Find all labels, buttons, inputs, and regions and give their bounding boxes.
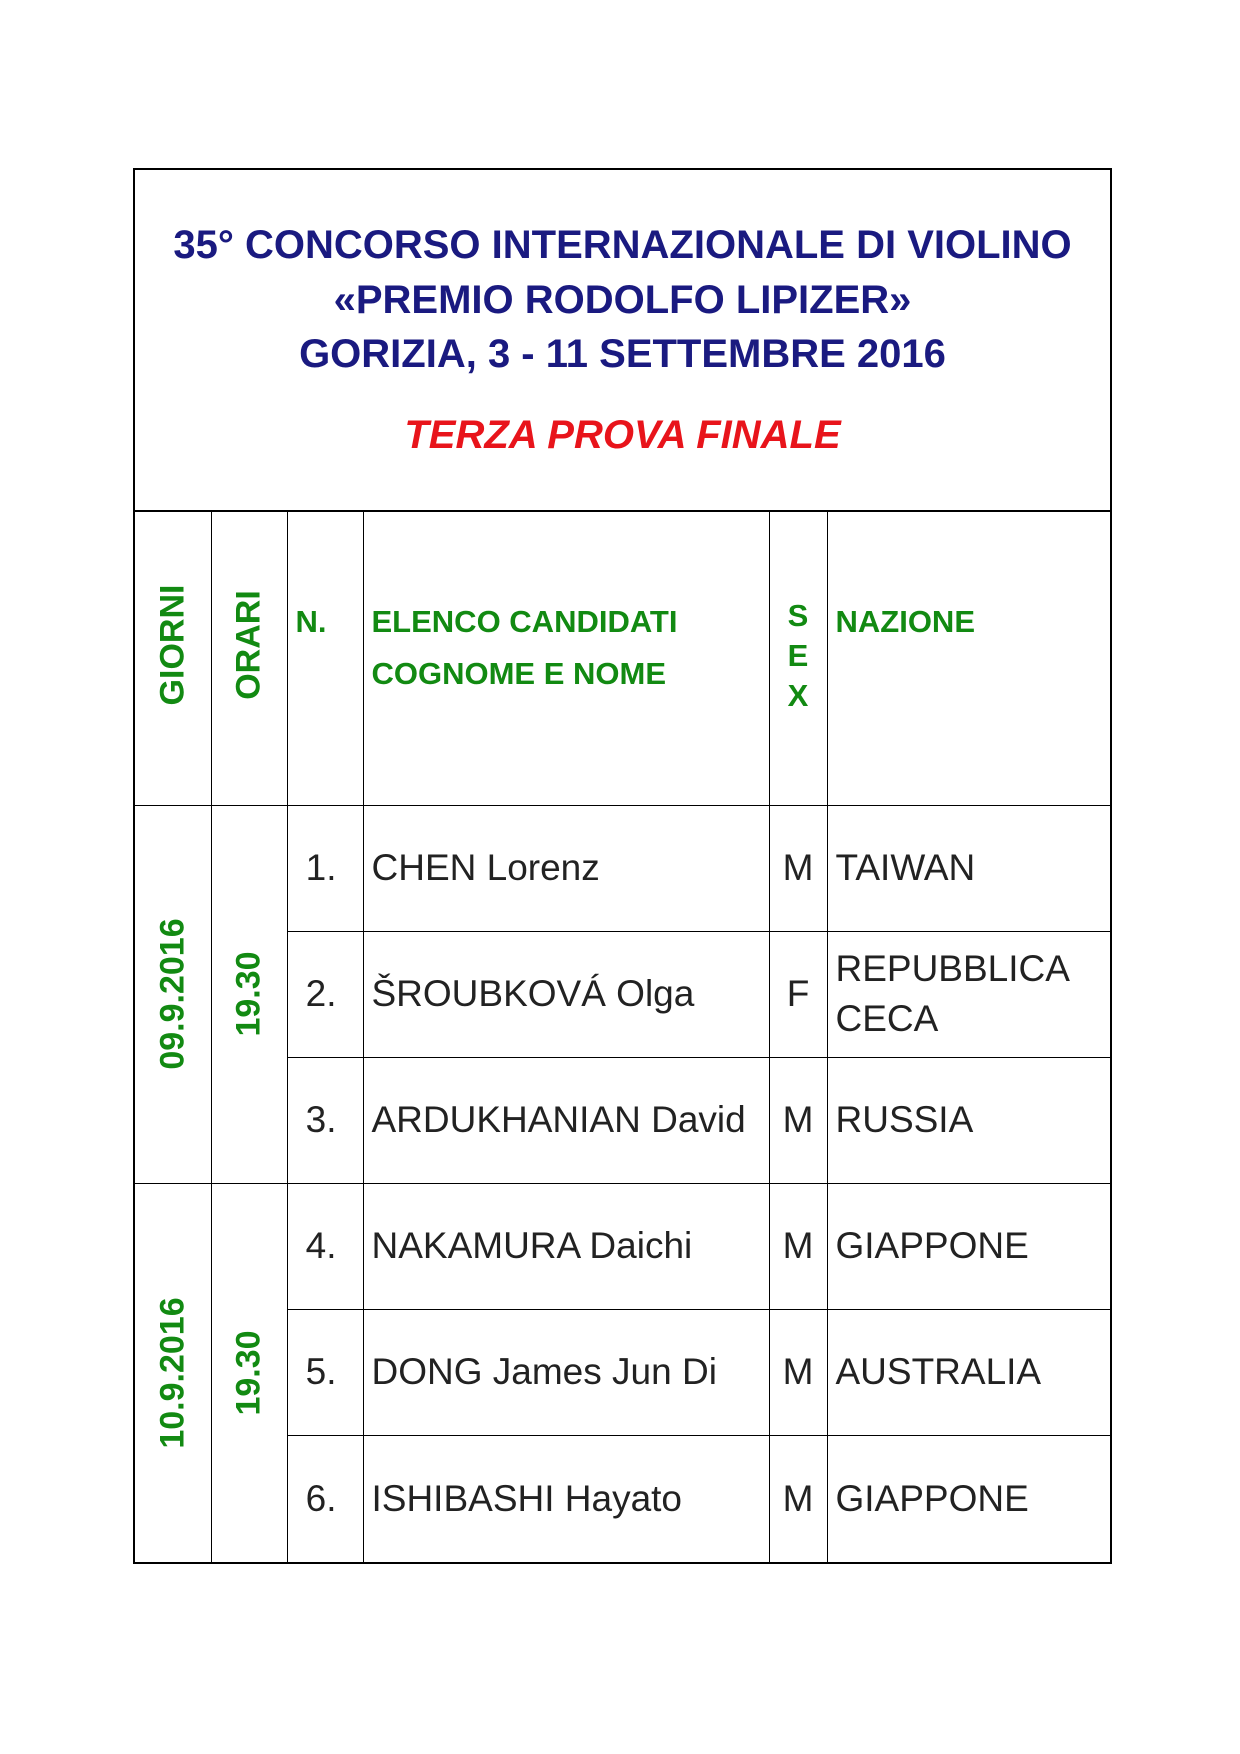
candidate-number: 1. <box>287 805 363 931</box>
candidate-sex: M <box>769 1057 827 1183</box>
day-cell <box>135 805 211 1183</box>
schedule-table <box>135 510 1110 1563</box>
table-row <box>135 1183 1110 1309</box>
header-orari: ORARI <box>211 510 287 805</box>
candidate-sex: M <box>769 1309 827 1435</box>
day-cell <box>135 1183 211 1562</box>
header-candidates-line2: COGNOME E NOME <box>371 656 667 691</box>
candidate-nation: TAIWAN <box>827 805 1110 931</box>
candidate-nation: REPUBBLICA CECA <box>827 931 1110 1057</box>
candidate-sex: M <box>769 1435 827 1562</box>
header-candidates-line1: ELENCO CANDIDATI <box>371 604 678 639</box>
table-row <box>135 805 1110 931</box>
header-number: N. <box>287 510 363 805</box>
candidate-nation: RUSSIA <box>827 1057 1110 1183</box>
candidate-name: ŠROUBKOVÁ Olga <box>363 931 769 1057</box>
day-date: 09.9.2016 <box>153 918 192 1070</box>
day-date: 10.9.2016 <box>153 1296 192 1449</box>
candidate-number: 4. <box>287 1183 363 1309</box>
day-time: 19.30 <box>229 951 268 1037</box>
candidate-sex: M <box>769 1183 827 1309</box>
candidate-nation: AUSTRALIA <box>827 1309 1110 1435</box>
candidate-name: ARDUKHANIAN David <box>363 1057 769 1183</box>
time-cell <box>211 805 287 1183</box>
candidate-name: ISHIBASHI Hayato <box>363 1435 769 1562</box>
candidate-number: 5. <box>287 1309 363 1435</box>
candidate-number: 3. <box>287 1057 363 1183</box>
prize-name: «PREMIO RODOLFO LIPIZER» <box>333 278 912 322</box>
candidate-nation: GIAPPONE <box>827 1435 1110 1562</box>
header-sex: S E X <box>769 510 827 805</box>
event-dates: GORIZIA, 3 - 11 SETTEMBRE 2016 <box>299 332 946 376</box>
time-cell <box>211 1183 287 1562</box>
header-nation: NAZIONE <box>827 510 1110 805</box>
candidate-sex: M <box>769 805 827 931</box>
candidate-nation: GIAPPONE <box>827 1183 1110 1309</box>
title-block <box>135 170 1110 512</box>
header-giorni: GIORNI <box>135 510 211 805</box>
header-row <box>135 510 1110 805</box>
candidate-number: 6. <box>287 1435 363 1562</box>
document-frame <box>133 168 1112 1564</box>
day-time: 19.30 <box>229 1329 268 1416</box>
candidate-name: DONG James Jun Di <box>363 1309 769 1435</box>
header-candidates <box>363 510 769 805</box>
competition-title: 35° CONCORSO INTERNAZIONALE DI VIOLINO <box>173 223 1072 267</box>
candidate-name: CHEN Lorenz <box>363 805 769 931</box>
candidate-sex: F <box>769 931 827 1057</box>
candidate-number: 2. <box>287 931 363 1057</box>
round-title: TERZA PROVA FINALE <box>404 413 841 457</box>
candidate-name: NAKAMURA Daichi <box>363 1183 769 1309</box>
